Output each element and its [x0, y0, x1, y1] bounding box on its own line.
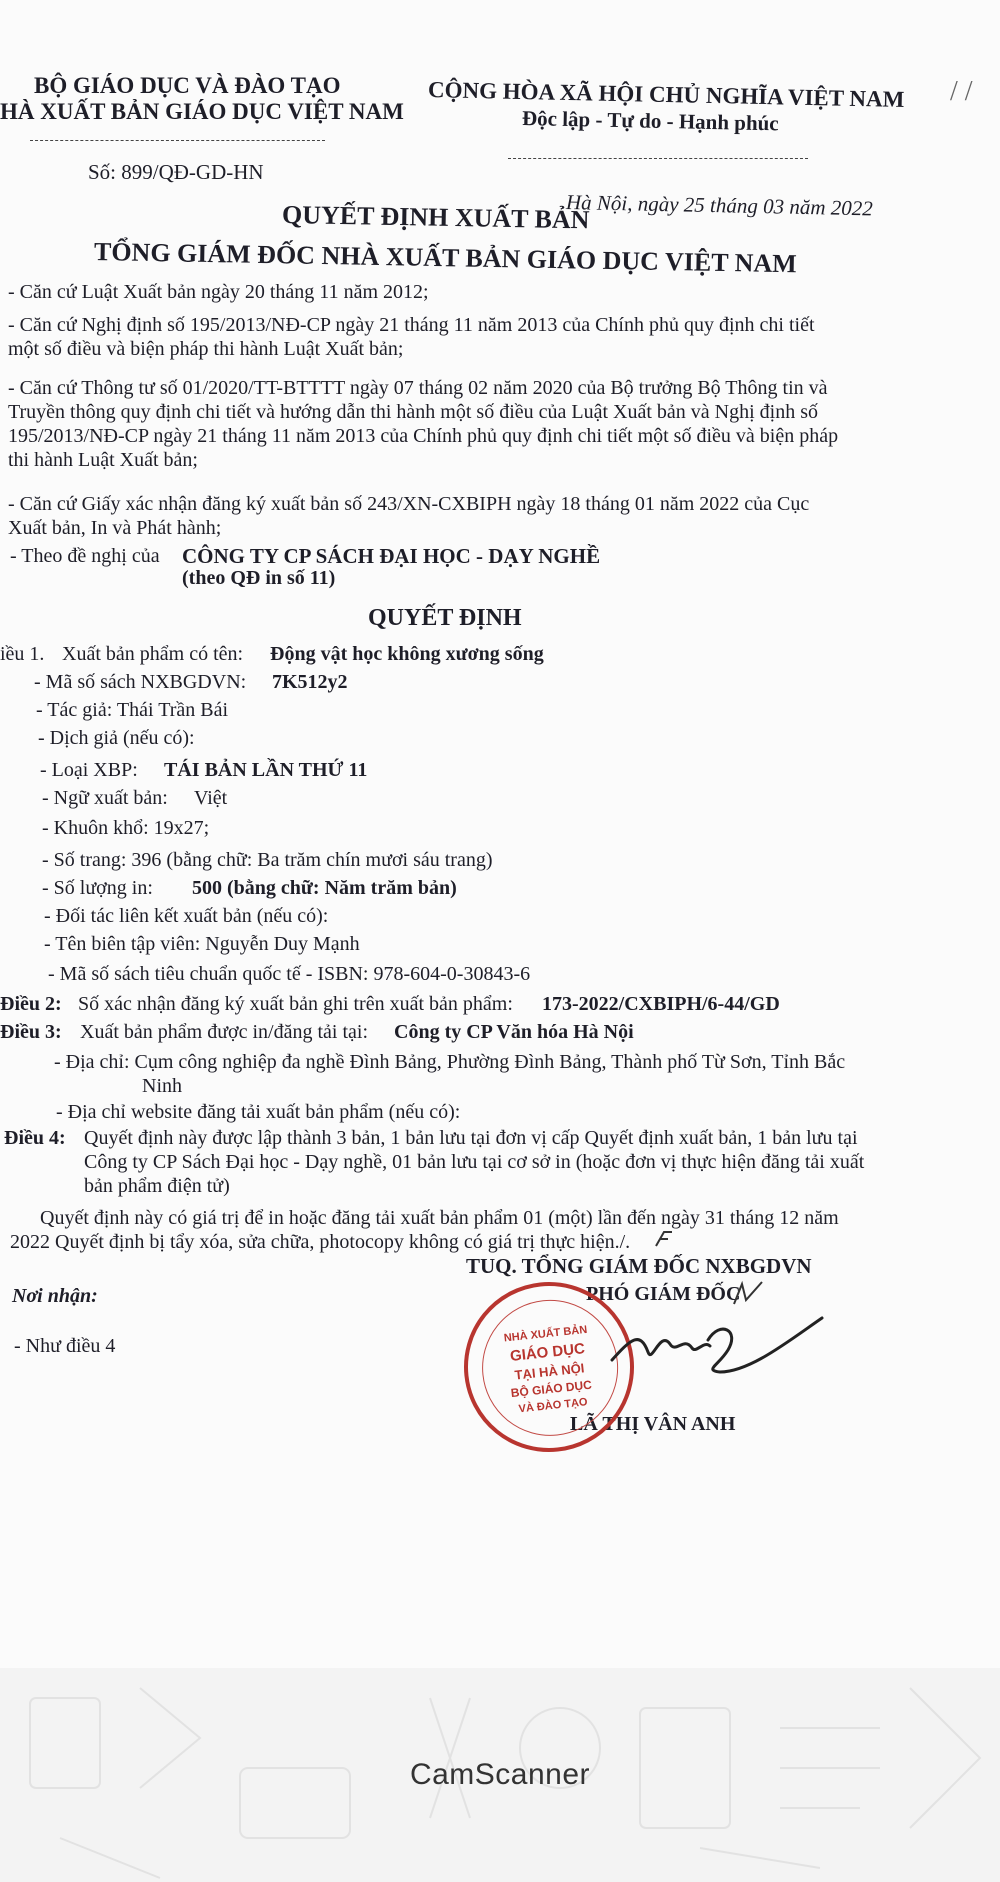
book-code-label: - Mã số sách NXBGDVN: — [34, 671, 247, 693]
ministry-name: BỘ GIÁO DỤC VÀ ĐÀO TẠO — [34, 73, 341, 98]
validity-clause: Quyết định này có giá trị để in hoặc đăng tải xuất bản phẩm 01 (một) lần đến ngày 31 tháng 12 năm — [40, 1207, 839, 1229]
recipients-item: - Như điều 4 — [14, 1335, 116, 1357]
initial-mark — [652, 1228, 676, 1250]
book-title: Động vật học không xương sống — [270, 643, 544, 665]
printer-address-cont: Ninh — [142, 1075, 182, 1097]
article-4-text: Quyết định này được lập thành 3 bản, 1 bản lưu tại đơn vị cấp Quyết định xuất bản, 1 bản lưu tại — [84, 1127, 858, 1149]
language-label: - Ngữ xuất bản: — [42, 787, 168, 809]
signer-name: LÃ THỊ VÂN ANH — [570, 1413, 736, 1435]
signer-position: PHÓ GIÁM ĐỐC — [586, 1283, 741, 1305]
decision-heading: QUYẾT ĐỊNH — [368, 605, 522, 631]
article-1-label: iều 1. — [0, 643, 45, 665]
seal-text: VÀ ĐÀO TẠO — [518, 1396, 589, 1416]
basis-line: - Căn cứ Nghị định số 195/2013/NĐ-CP ngày 21 tháng 11 năm 2013 của Chính phủ quy định chi tiết — [8, 314, 815, 336]
document-title: QUYẾT ĐỊNH XUẤT BẢN — [281, 200, 590, 235]
header-left-divider — [30, 140, 325, 141]
handwritten-signature — [600, 1300, 830, 1390]
basis-line: 195/2013/NĐ-CP ngày 21 tháng 11 năm 2013 của Chính phủ quy định chi tiết một số điều và biện pháp — [8, 425, 839, 447]
article-3-label: Điều 3: — [0, 1021, 62, 1043]
print-order-note: (theo QĐ in số 11) — [182, 567, 336, 589]
article-4-label: Điều 4: — [4, 1127, 66, 1149]
basis-line: - Căn cứ Giấy xác nhận đăng ký xuất bản số 243/XN-CXBIPH ngày 18 tháng 01 năm 2022 của Cục — [8, 493, 810, 515]
author-line: - Tác giả: Thái Trần Bái — [36, 699, 229, 721]
basis-line: một số điều và biện pháp thi hành Luật Xuất bản; — [8, 338, 404, 360]
validity-clause-cont: 2022 Quyết định bị tẩy xóa, sửa chữa, photocopy không có giá trị thực hiện./. — [10, 1231, 631, 1253]
isbn-line: - Mã số sách tiêu chuẩn quốc tế - ISBN: 978-604-0-30843-6 — [48, 963, 531, 985]
camscanner-footer — [0, 1668, 1000, 1882]
basis-line: Xuất bản, In và Phát hành; — [8, 517, 222, 539]
format-size-line: - Khuôn khổ: 19x27; — [42, 817, 210, 839]
article-4-text: bản phẩm điện tử) — [84, 1175, 230, 1197]
recipients-label: Nơi nhận: — [12, 1285, 98, 1307]
language-value: Việt — [194, 787, 228, 809]
partner-line: - Đối tác liên kết xuất bản (nếu có): — [44, 905, 329, 927]
republic-name: CỘNG HÒA XÃ HỘI CHỦ NGHĨA VIỆT NAM — [427, 77, 905, 112]
registration-number: 173-2022/CXBIPH/6-44/GD — [542, 993, 780, 1015]
publication-type-value: TÁI BẢN LẦN THỨ 11 — [164, 759, 368, 781]
seal-text: BỘ GIÁO DỤC — [510, 1377, 593, 1401]
article-1-text: Xuất bản phẩm có tên: — [62, 643, 244, 665]
basis-line: thi hành Luật Xuất bản; — [8, 449, 198, 471]
editor-line: - Tên biên tập viên: Nguyễn Duy Mạnh — [44, 933, 360, 955]
national-motto: Độc lập - Tự do - Hạnh phúc — [521, 106, 779, 136]
camscanner-brand: CamScanner — [409, 1758, 591, 1791]
basis-line: - Căn cứ Luật Xuất bản ngày 20 tháng 11 năm 2012; — [8, 281, 429, 303]
print-quantity-label: - Số lượng in: — [42, 877, 153, 899]
seal-text: GIÁO DỤC — [509, 1340, 586, 1365]
article-4-text: Công ty CP Sách Đại học - Dạy nghề, 01 bản lưu tại cơ sở in (hoặc đơn vị thực hiện đăng tải xuất — [84, 1151, 865, 1173]
print-quantity-value: 500 (bằng chữ: Năm trăm bản) — [192, 877, 457, 899]
header-right-divider — [508, 158, 808, 159]
seal-text: TẠI HÀ NỘI — [513, 1360, 586, 1383]
proposing-company: CÔNG TY CP SÁCH ĐẠI HỌC - DẠY NGHỀ — [182, 544, 601, 568]
document-number: Số: 899/QĐ-GD-HN — [88, 160, 264, 184]
article-3-text: Xuất bản phẩm được in/đăng tải tại: — [80, 1021, 369, 1043]
article-2-label: Điều 2: — [0, 993, 62, 1015]
on-behalf-title: TUQ. TỔNG GIÁM ĐỐC NXBGDVN — [466, 1254, 812, 1278]
issuing-authority: TỔNG GIÁM ĐỐC NHÀ XUẤT BẢN GIÁO DỤC VIỆT NAM — [93, 237, 797, 279]
place-and-date: Hà Nội, ngày 25 tháng 03 năm 2022 — [565, 190, 874, 221]
basis-line: Truyền thông quy định chi tiết và hướng dẫn thi hành một số điều của Luật Xuất bản và Nghị định số — [8, 401, 819, 423]
publisher-name: HÀ XUẤT BẢN GIÁO DỤC VIỆT NAM — [0, 99, 404, 124]
book-code-value: 7K512y2 — [272, 671, 348, 693]
seal-text: NHÀ XUẤT BẢN — [503, 1323, 588, 1345]
printer-address: - Địa chỉ: Cụm công nghiệp đa nghề Đình Bảng, Phường Đình Bảng, Thành phố Từ Sơn, Tỉnh Bắc — [54, 1051, 846, 1073]
basis-line: - Căn cứ Thông tư số 01/2020/TT-BTTTT ngày 07 tháng 02 năm 2020 của Bộ trưởng Bộ Thông tin và — [8, 377, 828, 399]
website-line: - Địa chỉ website đăng tải xuất bản phẩm (nếu có): — [56, 1101, 461, 1123]
article-2-text: Số xác nhận đăng ký xuất bản ghi trên xuất bản phẩm: — [78, 993, 513, 1015]
publication-type-label: - Loại XBP: — [40, 759, 138, 781]
proposal-prefix: - Theo đề nghị của — [10, 545, 160, 567]
translator-line: - Dịch giả (nếu có): — [38, 727, 195, 749]
page-count-line: - Số trang: 396 (bằng chữ: Ba trăm chín mươi sáu trang) — [42, 849, 493, 871]
printer-name: Công ty CP Văn hóa Hà Nội — [394, 1021, 634, 1043]
corner-handwritten-mark: / / — [950, 76, 973, 107]
